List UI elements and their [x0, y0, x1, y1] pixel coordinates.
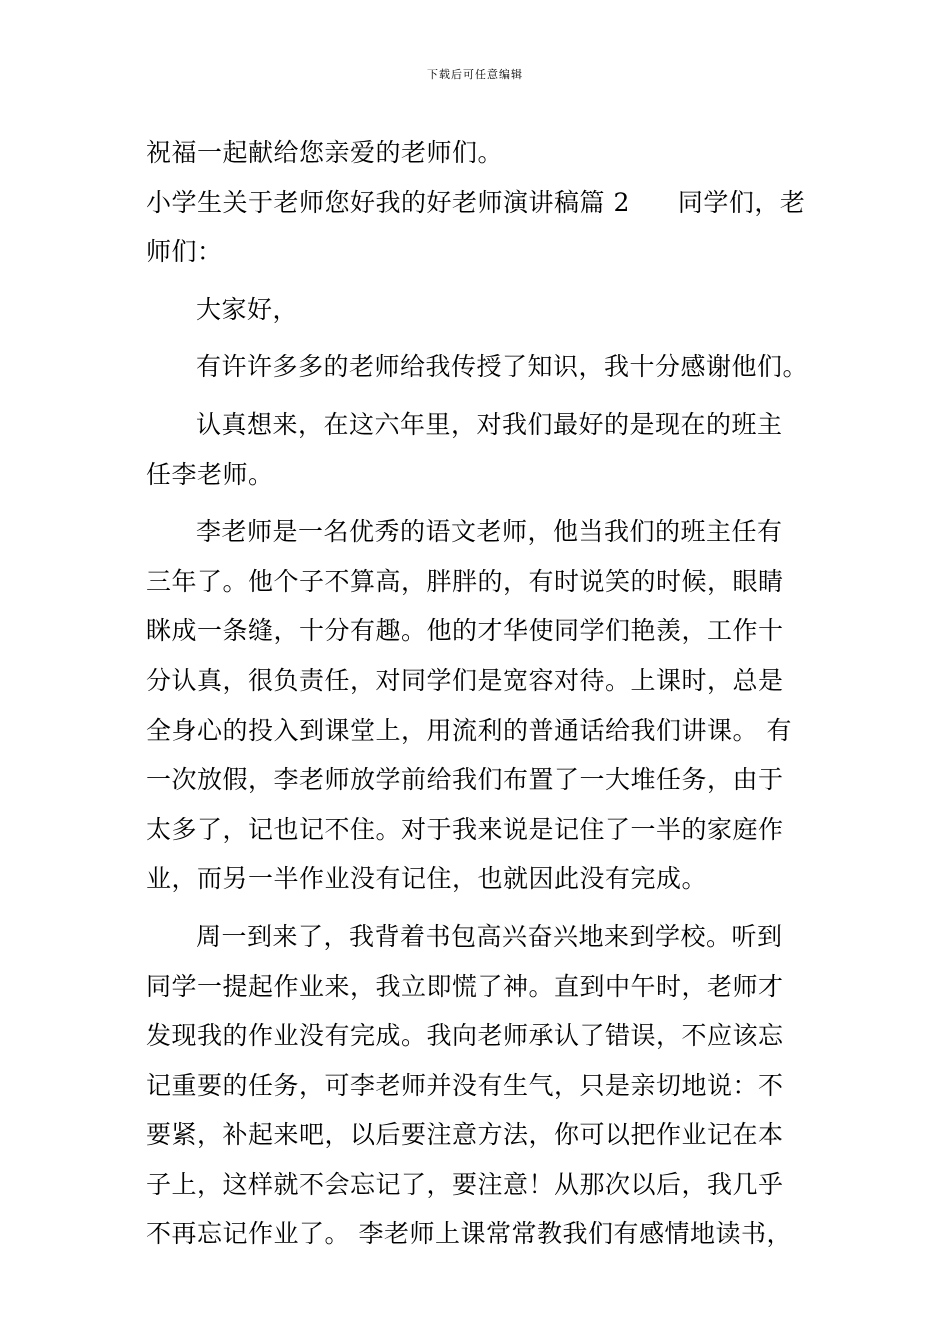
text-line: 要紧，补起来吧，以后要注意方法，你可以把作业记在本 — [146, 1120, 784, 1150]
page-header-note: 下载后可任意编辑 — [427, 68, 523, 81]
section-heading-line — [146, 178, 808, 228]
text-line: 记重要的任务，可李老师并没有生气，只是亲切地说：不 — [146, 1070, 784, 1100]
text-line: 太多了，记也记不住。对于我来说是记住了一半的家庭作 — [146, 814, 784, 844]
text-line: 三年了。他个子不算高，胖胖的，有时说笑的时候，眼睛 — [146, 566, 784, 596]
greeting-start: 同学们，老 — [677, 187, 806, 217]
text-line: 眯成一条缝，十分有趣。他的才华使同学们艳羡，工作十 — [146, 616, 784, 646]
paragraph-spacer — [146, 277, 808, 285]
paragraph-first-line: 周一到来了，我背着书包高兴奋兴地来到学校。听到 — [196, 921, 783, 951]
text-line: 师们： — [146, 237, 223, 267]
paragraph-first-line: 李老师是一名优秀的语文老师，他当我们的班主任有 — [196, 517, 783, 547]
document-body — [146, 128, 808, 1259]
paragraph-spacer — [146, 499, 808, 507]
text-line: 任李老师。 — [146, 459, 274, 489]
paragraph-spacer — [146, 392, 808, 400]
text-line: 子上，这样就不会忘记了，要注意！从那次以后，我几乎 — [146, 1169, 784, 1199]
paragraph-first-line: 认真想来，在这六年里，对我们最好的是现在的班主 — [196, 409, 783, 439]
text-line: 一次放假，李老师放学前给我们布置了一大堆任务，由于 — [146, 765, 784, 795]
paragraph-spacer — [146, 904, 808, 912]
section-heading: 小学生关于老师您好我的好老师演讲稿篇 2 — [146, 187, 630, 217]
text-line: 祝福一起献给您亲爱的老师们。 — [146, 138, 504, 167]
text-line: 同学一提起作业来，我立即慌了神。直到中午时，老师才 — [146, 971, 784, 1001]
text-line: 分认真，很负责任，对同学们是宽容对待。上课时，总是 — [146, 665, 784, 695]
paragraph-spacer — [146, 334, 808, 342]
paragraph-first-line: 大家好， — [196, 294, 299, 324]
text-line: 业，而另一半作业没有记住，也就因此没有完成。 — [146, 864, 708, 894]
text-line: 全身心的投入到课堂上，用流利的普通话给我们讲课。 有 — [146, 715, 792, 745]
paragraph-first-line: 有许许多多的老师给我传授了知识，我十分感谢他们。 — [196, 352, 809, 382]
text-line: 发现我的作业没有完成。我向老师承认了错误，不应该忘 — [146, 1021, 784, 1051]
text-line: 不再忘记作业了。 李老师上课常常教我们有感情地读书， — [146, 1219, 792, 1249]
